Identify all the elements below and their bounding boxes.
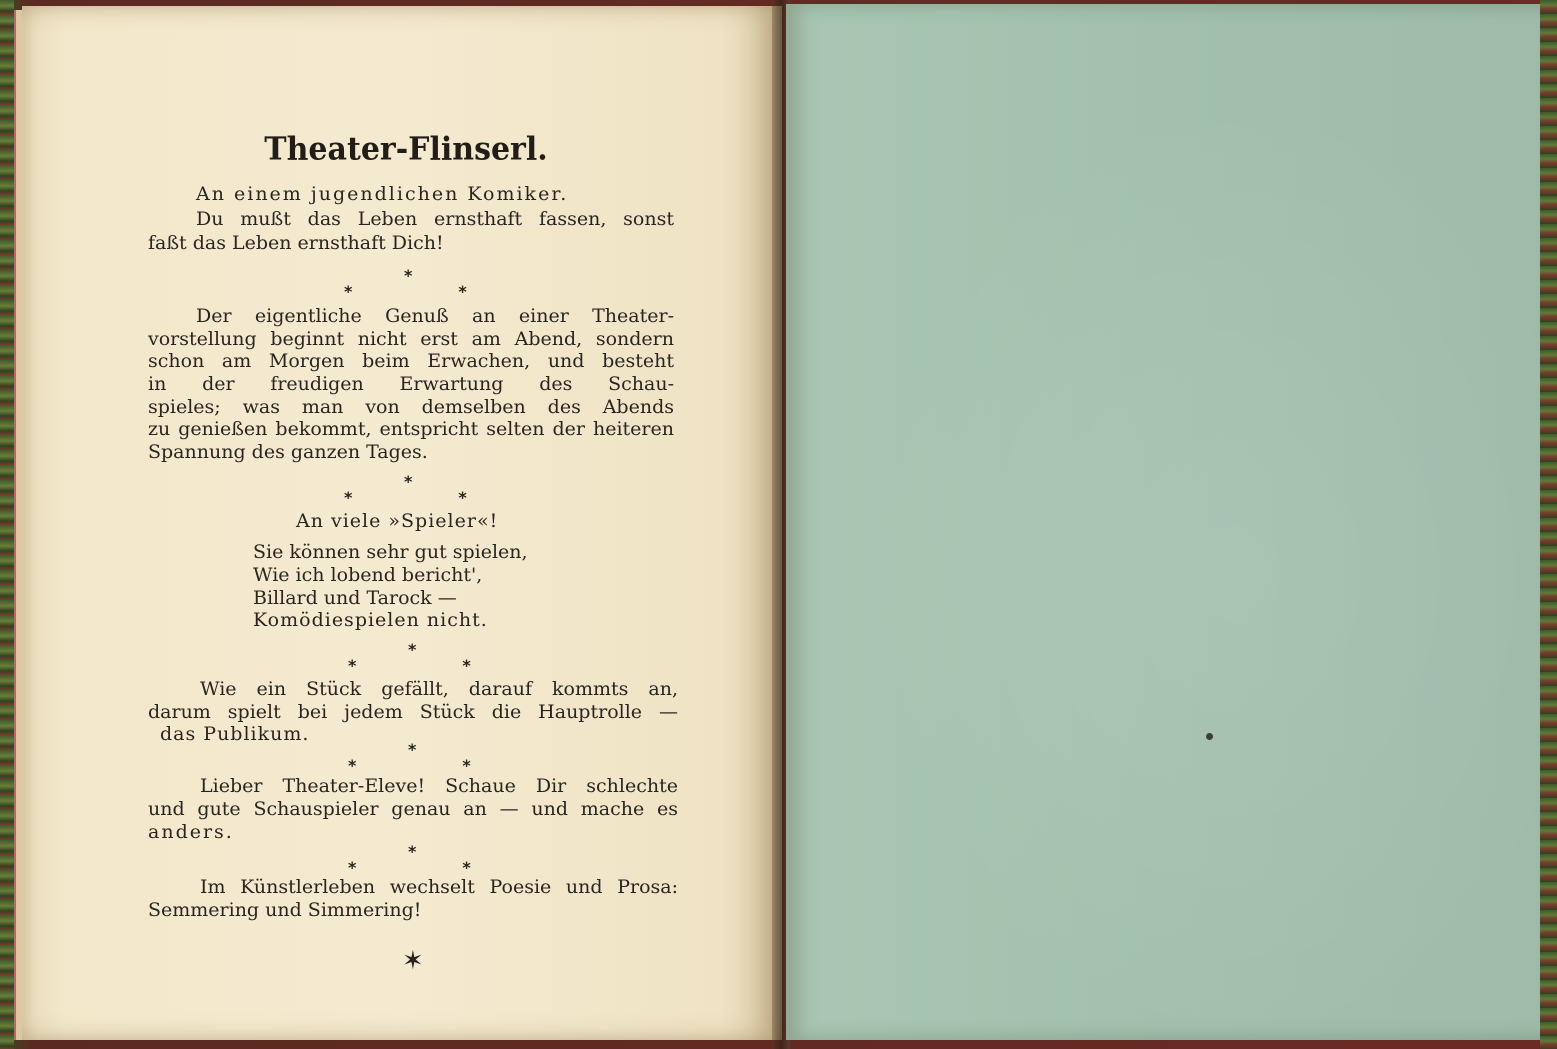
section1-line1: Du mußt das Leben ernsthaft fassen, sonst	[196, 208, 674, 230]
star-ornament-icon: ✶	[402, 946, 424, 976]
section6-line1: Im Künstlerleben wechselt Poesie und Prosa:	[200, 876, 678, 898]
separator-star: *	[404, 472, 413, 491]
separator-stars: **	[344, 488, 573, 507]
section5-line1: Lieber Theater-Eleve! Schaue Dir schlechte	[200, 775, 678, 797]
separator-stars: **	[348, 756, 577, 775]
section4-line2: darum spielt bei jedem Stück die Hauptrolle —	[148, 701, 678, 723]
section2-line1: Der eigentliche Genuß an einer Theater-	[196, 305, 674, 327]
section5-line2: und gute Schauspieler genau an — und mache es	[148, 798, 678, 820]
cover-edge-right	[1540, 0, 1557, 1049]
section3-verse4: Komödiespielen nicht.	[253, 609, 488, 631]
section2-line2: vorstellung beginnt nicht erst am Abend, sondern	[148, 328, 674, 350]
section2-line5: spieles; was man von demselben des Abends	[148, 396, 674, 418]
separator-star: *	[408, 842, 417, 861]
section5-line3: anders.	[148, 821, 234, 843]
section2-line6: zu genießen bekommt, entspricht selten der heiteren	[148, 418, 674, 440]
separator-stars: **	[344, 282, 573, 301]
section4-line1: Wie ein Stück gefällt, darauf kommts an,	[200, 678, 678, 700]
separator-stars: **	[348, 656, 577, 675]
section3-verse2: Wie ich lobend bericht',	[253, 564, 483, 586]
separator-star: *	[408, 640, 417, 659]
section6-line2: Semmering und Simmering!	[148, 899, 422, 921]
section2-line7: Spannung des ganzen Tages.	[148, 441, 428, 463]
page-title: Theater-Flinserl.	[264, 131, 548, 168]
section1-line2: faßt das Leben ernsthaft Dich!	[148, 232, 444, 254]
section3-verse3: Billard und Tarock —	[253, 587, 457, 609]
paper-speck	[1206, 733, 1213, 740]
section3-heading: An viele »Spieler«!	[296, 510, 499, 532]
section2-line4: in der freudigen Erwartung des Schau-	[148, 373, 674, 395]
separator-star: *	[408, 740, 417, 759]
right-page-endpaper	[786, 4, 1542, 1040]
section3-verse1: Sie können sehr gut spielen,	[253, 541, 528, 563]
section4-line3: das Publikum.	[160, 723, 310, 745]
section1-heading: An einem jugendlichen Komiker.	[196, 183, 569, 205]
section2-line3: schon am Morgen beim Erwachen, und besteht	[148, 350, 674, 372]
separator-star: *	[404, 266, 413, 285]
separator-stars: **	[348, 858, 577, 877]
